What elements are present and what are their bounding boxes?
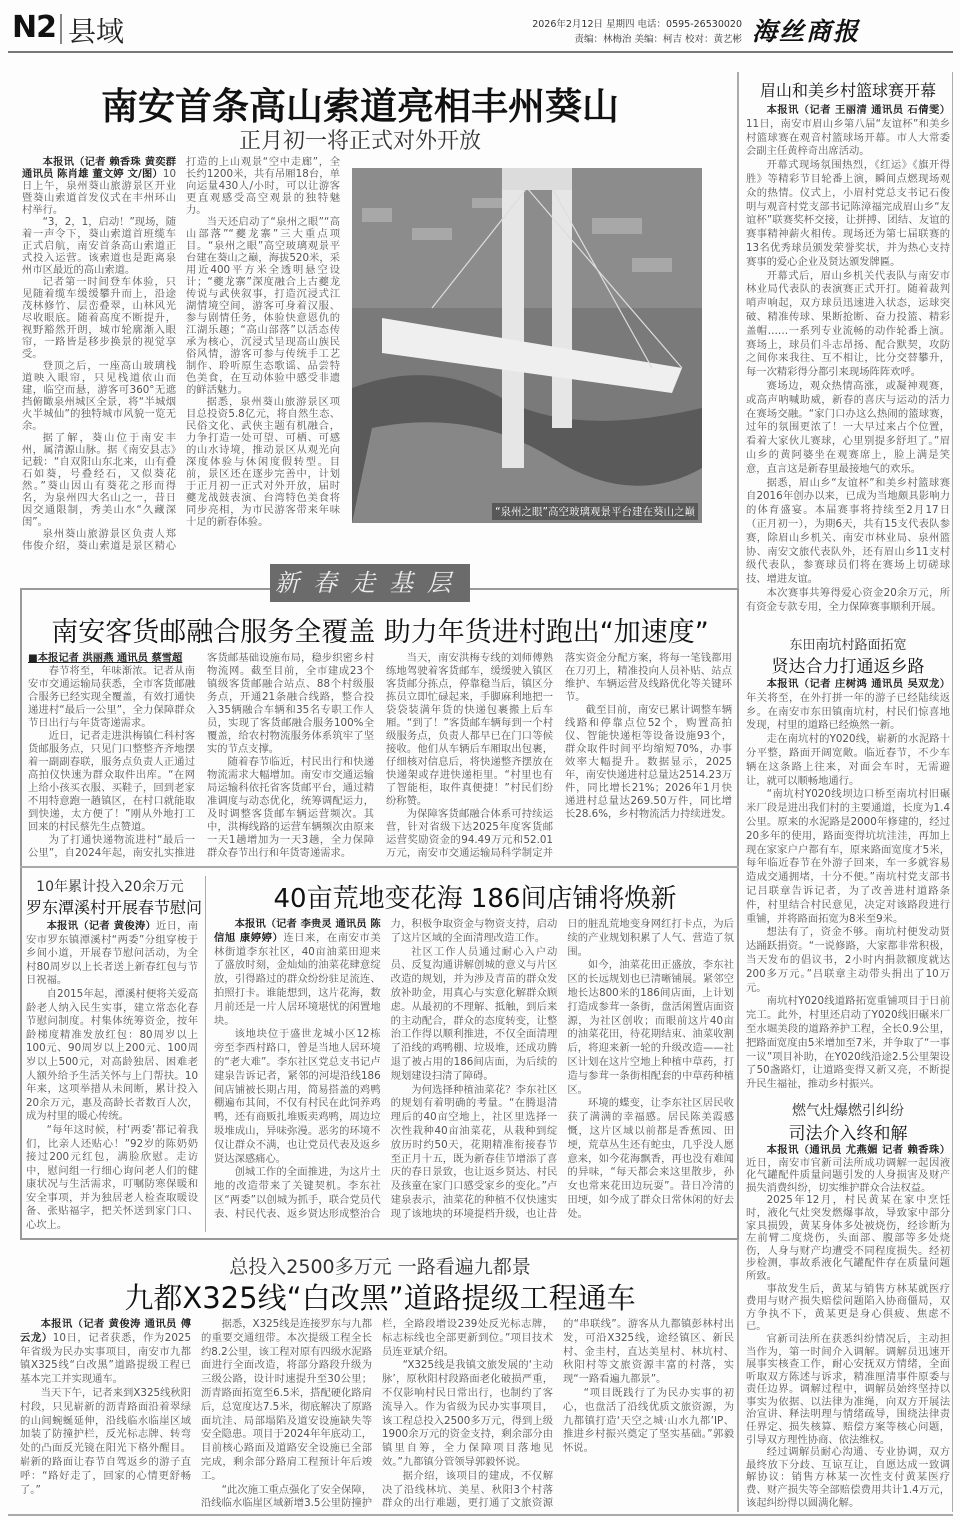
paragraph: 开幕式现场氛围热烈，《红运》《旗开得胜》等精彩节目轮番上演，瞬间点燃现场观众的热情。仪式上，小眉村党总支书记石俊明与观音村党支部书记陈漳福完成眉山乡“友谊杯”联赛奖杯交接，让拼搏、团结、友谊的赛事精神薪火相传。现场还为第七届联赛的13名优秀球员颁发荣誉奖状，并为热心支持赛事的爱心企业及贤达颁发牌匾。 (746, 159, 950, 268)
lead-photo (352, 168, 702, 523)
paragraph: 为何选择种植油菜花？李东社区的规划有着明确的考量。“在腾退清理后的40亩空地上，社区里选择一次性栽种40亩油菜花，从栽种到绽放历时约50天，花期精准衔接春节至正月十五，既为新春佳节增添了喜庆的春日景致，也让返乡贤达、村民及孩童在家门口感受家乡的变化。”卢建泉表示，油菜花的种植不仅快速实现了该地块的环境提档升级，也让昔日的脏乱荒地变身网红打卡点，为后续的产业规划积累了人气、营造了氛围。 (390, 918, 734, 1220)
paragraph: “此次施工重点强化了安全保障，沿线临水临崖区域新增3.5公里防撞护栏，全路段增设239处反光标志牌，标志标线也全部更新到位。”项目技术员连亚斌介绍。 (201, 1318, 553, 1510)
paragraph: 2025年12月，村民黄某在家中烹饪时，液化气灶突发燃爆事故，导致家中部分家具损毁，黄某身体多处被烧伤，经诊断为左前臂二度烧伤，头面部、腹部等多处烧伤，人身与财产均遭受不同程度损失。经初步检测，事故系液化气罐配件存在质量问题所致。 (746, 1194, 950, 1282)
header-divider (60, 14, 62, 44)
paragraph: 据悉，X325线是连接罗东与九都的重要交通纽带。本次提级工程全长约8.2公里，该工程对原有四级水泥路面进行全面改造，将部分路段升级为三级公路，设计时速提升至30公里；沥青路面拓宽至6.5米，搭配硬化路肩后，总宽度达7.5米，彻底解决了原路面坑洼、局部塌陷及道安设施缺失等安全隐患。项目于2024年年底动工，目前核心路面及道路安全设施已全部完成，剩余部分路肩工程预计年后竣工。 (201, 1318, 372, 1482)
basketball-byline: 本报讯（记者 王丽清 通讯员 石倩雯） (766, 104, 950, 116)
flowers-article-body (214, 918, 734, 1234)
flowers-headline: 40亩荒地变花海 186间店铺将焕新 (273, 884, 677, 914)
paragraph: 当天还启动了“泉州之眼”“高山部落”“夔龙寨”三大重点项目。“泉州之眼”高空玻璃观景平台建在葵山之巅，海拔520米，采用近400平方米全透明悬空设计；“夔龙寨”深度融合上古夔龙传说与武侠叙事，打造沉浸式江湖情境空间，游客可身着汉服、参与剧情任务，体验快意恩仇的江湖乐趣；“高山部落”以活态传承为核心，沉浸式呈现高山族民俗风情，游客可参与传统手工艺制作、聆听原生态歌谣、品尝特色美食，在互动体验中感受非遗的鲜活魅力。 (186, 216, 340, 396)
logistics-article-body (28, 652, 732, 862)
mediation-kicker: 燃气灶爆燃引纠纷 (792, 1103, 904, 1119)
paragraph: 10日，记者获悉，作为2025年省级为民办实事项目，南安市九都镇X325线“白改黑”道路提级工程已基本完工并实现通车。 (20, 1331, 191, 1386)
paragraph: 开幕式后，眉山乡机关代表队与南安市林业局代表队的表演赛正式开打。随着裁判哨声响起，双方球员迅速进入状态，运球突破、精准传球、果断抢断、奋力投篮、精彩盖帽……一系列专业流畅的动作轮番上演。赛场上，球员们斗志昂扬、配合默契，攻防之间你来我往、互不相让，比分交替攀升，每一次精彩得分都引来现场阵阵欢呼。 (746, 269, 950, 379)
paragraph: 赛场边，观众热情高涨，或凝神观赛，或高声呐喊助威，新春的喜庆与运动的活力在赛场交融。“家门口办这么热闹的篮球赛，过年的氛围更浓了！一大早过来占个位置，看着大家伙儿赛球，心里别提多舒坦了。”眉山乡的黄阿婆坐在观赛席上，脸上满是笑意，直言这是新春里最接地气的欢乐。 (746, 379, 950, 475)
basketball-headline: 眉山和美乡村篮球赛开幕 (759, 81, 936, 100)
paragraph: 环境的蝶变，让李东社区居民收获了满满的幸福感。居民陈美霞感慨，这片区域以前都是香蕉园、田埂，荒草丛生还有蛇虫，几乎没人愿意来，如今花海飘香，再也没有难闻的异味，“每天都会来这里散步，孙女也常来花田边玩耍”。昔日冷清的田埂，如今成了群众日常休闲的好去处。 (567, 1097, 734, 1220)
lead-byline: 本报讯（记者 赖香珠 黄奕群 通讯员 陈肖雄 董文婷 文/图） (22, 156, 176, 180)
elders-kicker: 10年累计投入20余万元 (36, 879, 184, 895)
lead-subheadline: 正月初一将正式对外开放 (238, 129, 481, 154)
paragraph: 创城工作的全面推进，为这片土地的改造带来了关键契机。李东社区“两委”以创城为抓手，联合党员代表、村民代表、返乡贤达形成整治合力，积极争取资金与物资支持，启动了这片区域的全面清理改造工作。 (214, 918, 558, 1220)
editors-credit: 责编：林梅治 美编：柯吉 校对：黄艺彬 (574, 34, 742, 45)
paragraph: 据悉，眉山乡“友谊杯”和美乡村篮球赛自2016年创办以来，已成为当地颇具影响力的体育盛宴。本届赛事将持续至2月17日（正月初一），为期6天，共有15支代表队参赛，除眉山乡机关、南安市林业局、泉州篮协、南安文旅代表队外，还有眉山乡11支村级代表队，参赛球员们将在赛场上切磋球技、增进友谊。 (746, 476, 950, 586)
paragraph: 近日，记者走进洪梅镇仁科村客货邮服务点，只见门口整整齐齐地摆着一副副春联，服务点负责人正通过高拍仪快速为群众取件出库。“在网上给小孩买衣服、买鞋子，回到老家不用特意跑一趟镇区，在村口就能取到快递，太方便了！”刚从外地打工回来的村民蔡先生点赞道。 (28, 730, 195, 833)
paragraph: 事故发生后，黄某与销售方林某就医疗费用与财产损失赔偿问题陷入协商僵局，双方争执不下，黄某更是身心俱疲、焦虑不已。 (746, 1282, 950, 1333)
paragraph: 据介绍，该项目的建成，不仅解决了沿线林坑、美星、秋阳3个村落群众的出行难题，更打通了文旅资源的“串联线”。游客从九都镇彭林村出发，可沿X325线，途经镇区、新民村、金圭村，直达美星村、林坑村、秋阳村等文旅资源丰富的村落，实现“一路看遍九都景”。 (382, 1318, 734, 1510)
paragraph: 登顶之后，一座高山玻璃栈道映入眼帘，只见栈道依山而建，临空而悬，游客可360°无遮挡俯瞰泉州城区全景，将“半城烟火半城仙”的独特城市风貌一览无余。 (22, 360, 176, 432)
mediation-byline: 本报讯（通讯员 尤燕媚 记者 赖香珠） (766, 1144, 950, 1156)
section-banner: 新春走基层 (270, 564, 470, 602)
paragraph: 11日，南安市眉山乡第八届“友谊杯”和美乡村篮球赛在观音村篮球场开幕。市人大常委会副主任黄梓奇出席活动。 (746, 117, 950, 158)
lead-headline: 南安首条高山索道亮相丰州葵山 (101, 84, 619, 128)
paragraph: 连日来，在南安市美林街道李东社区，40亩油菜田迎来了盛放时刻，金灿灿的油菜花肆意绽放，引得路过的群众纷纷驻足流连、拍照打卡。谁能想到，这片花海，数月前还是一片人居环境堪忧的闲置地块。 (214, 931, 381, 1027)
paragraph: 近日，南安市官新司法所成功调解一起因液化气罐配件质量问题引发的人身损害及财产损失消费纠纷，切实维护群众合法权益。 (746, 1156, 950, 1194)
paragraph: “项目既践行了为民办实事的初心，也盘活了沿线优质文旅资源，为九都镇打造‘天空之城·山水九都’IP、推进乡村振兴奠定了坚实基础。”郭毅怀说。 (563, 1386, 734, 1455)
paragraph: 记者第一时间登车体验，只见随着缆车缓缓攀升而上，沿途茂林修竹、层峦叠翠，山林风光尽收眼底。随着高度不断提升，视野豁然开朗，城市轮廓渐入眼帘，一路皆是移步换景的视觉享受。 (22, 276, 176, 360)
road-kicker: 总投入2500多万元 一路看遍九都景 (229, 1256, 531, 1278)
village-road-headline: 贤达合力打通返乡路 (771, 657, 925, 677)
elders-headline: 罗东潭溪村开展春节慰问 (26, 898, 203, 917)
paragraph: 当天，南安洪梅专线的刘师傅熟练地驾驶着客货邮车，缓缓驶入镇区客货邮分拣点，停靠稳当后，镇区分拣员立即忙碌起来，手脚麻利地把一袋袋装满年货的快递包裹搬上后车厢。“到了！”客货邮车辆每到一个村级服务点，负责人都早已在门口等候接收。他们从车辆后车厢取出包裹，仔细核对信息后，将快递整齐摆放在快递架或存进快递柜里。“村里也有了智能柜，取件真便捷！”村民们纷纷称赞。 (386, 652, 553, 807)
paragraph: 随着春节临近，村民出行和快递物流需求大幅增加。南安市交通运输局运输科依托省客货邮平台，通过精准调度与动态优化，统筹调配运力，及时调整客货邮车辆运营频次。其中，洪梅线路的运营车辆频次由原来一天1趟增加为一天3趟，全力保障群众春节出行和年货寄递需求。 (207, 756, 374, 859)
paragraph: 据悉，泉州葵山旅游景区项目总投资5.8亿元，将自然生态、民俗文化、武侠主题有机融合，力争打造一处可望、可栖、可感的山水诗境，推动景区从观光向深度体验与休闲度假转型。目前，景区还在逐步完善中，计划于正月初一正式对外开放，届时夔龙战鼓表演、台湾特色美食将同步亮相，为市民游客带来年味十足的新春体验。 (186, 396, 340, 528)
mediation-headline: 司法介入终和解 (788, 1124, 908, 1144)
paragraph: 当天下午，记者来到X325线秋阳村段，只见崭新的沥青路面沿着翠绿的山间蜿蜒延伸，沿线临水临崖区域加装了防撞护栏，反光标志牌、转弯处的凸面反光镜在阳光下格外醒目。崭新的路面让春节自驾返乡的游子直呼：“路好走了，回家的心情更舒畅了。” (20, 1386, 191, 1496)
paragraph: 官新司法所在获悉纠纷情况后，主动担当作为，第一时间介入调解。调解员迅速开展事实核查工作，耐心安抚双方情绪，全面听取双方陈述与诉求，精准厘清事件原委与责任边界。调解过程中，调解员始终坚持以事实为依据、以法律为准绳，向双方开展法治宣讲、释法明理与情绪疏导，围绕法律责任界定、损失核算、赔偿方案等核心问题，引导双方理性协商、依法维权。 (746, 1332, 950, 1446)
issue-date-phone: 2026年2月12日 星期四 电话：0595-26530020 (532, 19, 742, 30)
right-edge-rule (952, 72, 953, 1512)
paragraph: 据了解，葵山位于南安丰州，属清源山脉。据《南安县志》记载：“自双阳山东北来，山有叠石如葵，号叠经石，又似葵花然。”葵山因山有葵花之形而得名，为泉州四大名山之一，昔日因交通限制，秀美山水“久藏深闺”。 (22, 432, 176, 528)
paragraph: “每年这时候，村‘两委’都记着我们，比亲人还贴心！”92岁的陈奶奶接过200元红包，满脸欣慰。走访中，慰问组一行细心询问老人们的健康状况与生活需求，叮嘱防寒保暖和安全事项，并为独居老人检查取暖设备、张贴福字，把关怀送到家门口、心坎上。 (26, 1123, 198, 1232)
flowers-byline: 本报讯（记者 李贵灵 通讯员 陈信旭 康婷婷） (214, 918, 381, 944)
page-number: N2 (12, 10, 56, 45)
paragraph: 如今，油菜花田正盛放，李东社区的长远规划也已清晰铺展。紧邻空地长达800米的186间店面，上计划打造成参茸一条街，盘活闲置店面资源，为社区创收；而眼前这片40亩的油菜花田，待花期结束、油菜收割后，将迎来新一轮的升级改造——社区计划在这片空地上种植中草药，打造与参茸一条街相配套的中草药种植区。 (567, 959, 734, 1096)
paragraph: 走在南坑村的Y020线，崭新的水泥路十分平整，路面开阔宽敞。临近春节，不少车辆在这条路上往来，对面会车时，无需避让，就可以顺畅地通行。 (746, 733, 950, 787)
paragraph: 为了打通快递物流进村“最后一公里”，自2024年起，南安扎实推进客货邮基础设施布局，稳步织密乡村物流网。截至目前，全市建成23个镇级客货邮融合站点、88个村级服务点，开通21条融合线路，整合投入35辆融合车辆和35名专职工作人员，实现了客货邮融合服务100%全覆盖，给农村物流服务体系筑牢了坚实的节点支撑。 (28, 652, 374, 859)
box-divider (20, 866, 739, 868)
basketball-article-body (746, 104, 950, 628)
paragraph: 年关将至，在外打拼一年的游子已经陆续返乡。在南安市东田镇南坑村，村民们惊喜地发现，村里的道路已经焕然一新。 (746, 691, 950, 732)
paragraph: 近日，南安市罗东镇潭溪村“两委”分组穿梭于乡间小道，开展春节慰问活动，为全村80周岁以上长者送上新春红包与节日祝福。 (26, 920, 199, 987)
paragraph: 想法有了，资金不够。南坑村便发动贤达踊跃捐资。“一说修路，大家都非常积极，当天发布的倡议书，2小时内捐款额度就达200多万元。”吕联章主动带头捐出了10万元。 (746, 926, 950, 994)
paragraph: “X325线是我镇文旅发展的‘主动脉’，原秋阳村段路面老化破损严重，不仅影响村民日常出行，也制约了客流导入。作为省级为民办实事项目，该工程总投入2500多万元，得到上级1900余万元的资金支持，剩余部分由镇里自筹，全力保障项目落地见效。”九都镇分管领导郭毅怀说。 (382, 1359, 553, 1468)
paragraph: 社区工作人员通过耐心入户动员、反复沟通讲解创城的意义与片区改造的规划，并为涉及青苗的群众发放补助金，用真心与实意化解群众顾虑。从最初的不理解、抵触，到后来的主动配合，群众的态度转变，让整治工作得以顺利推进，不仅全面清理了沿线的鸡鸭棚、垃圾堆，还成功腾退了被占用的186间店面，为后续的规划建设扫清了障碍。 (390, 945, 558, 1082)
glass-platform-photo (352, 168, 702, 523)
elders-byline: 本报讯（记者 黄俊涛） (46, 920, 157, 932)
paragraph: 自2015年起，潭溪村便将关爱高龄老人纳入民生实事，建立常态化春节慰问制度。村集体统筹资金，按年龄梯度精准发放红包：80周岁以上100元、90周岁以上200元、100周岁以上500元，对高龄独居、困难老人额外给予生活关怀与上门帮扶。10年来，这项举措从未间断，累计投入20余万元，惠及高龄长者数百人次，成为村里的暖心传统。 (26, 987, 198, 1123)
paragraph: “3，2，1，启动！”现场，随着一声令下，葵山索道首班缆车正式启航，南安首条高山索道正式投入运营。该索道也是距离泉州市区最近的高山索道。 (22, 216, 176, 276)
logistics-byline: ■本报记者 洪丽燕 通讯员 蔡雪超 (28, 652, 183, 664)
paragraph: 春节将至，年味渐浓。记者从南安市交通运输局获悉，全市客货邮融合服务已经实现全覆盖，有效打通快递进村“最后一公里”，全力保障群众节日出行与年货寄递需求。 (28, 665, 195, 729)
paragraph: “南坑村Y020线坝边口桥至南坑村旧碾米厂段是进出我们村的主要通道，长度为1.4公里。原来的水泥路是2000年修建的，经过20多年的使用，路面变得坑坑洼洼，再加上现在家家户户都有车，原来路面宽度才5米，每年临近春节在外游子回来，车一多就容易造成交通拥堵，十分不便。”南坑村党支部书记吕联章告诉记者，为了改善进村道路条件，村里结合村民意见，决定对该路段进行重铺，并将路面拓宽为8米至9米。 (746, 788, 950, 925)
paragraph: 为保障客货邮融合体系可持续运营，针对省级下达2025年度客货邮运营奖励资金的94.49万元和52.01万元，南安市交通运输局科学制定并落实资金分配方案，将每一笔钱都用在刀刃上，精准投向人员补贴、站点维护、车辆运营及线路优化等关键环节。 (386, 652, 732, 859)
lead-article-body (22, 156, 340, 556)
elders-article-body (26, 920, 198, 1234)
column-divider (205, 876, 206, 1232)
bottom-rule (8, 1514, 953, 1516)
photo-caption: “泉州之眼”高空玻璃观景平台建在葵山之巅 (492, 503, 698, 520)
section-title: 县域 (68, 15, 125, 48)
paragraph: 截至目前，南安已累计调整车辆线路和停靠点位52个，购置高拍仪、智能快递柜等设备设施93个，群众取件时间平均缩短70%，办事效率大幅提升。数据显示，2025年，南安快递进村总量达2514.23万件，同比增长21%；2026年1月快递进村总量达269.50万件，同比增长28.6%，乡村物流活力持续迸发。 (565, 704, 732, 820)
paragraph: 10日上午，泉州葵山旅游景区开业暨葵山索道首发仪式在丰州环山村举行。 (22, 168, 176, 216)
village-road-article-body (746, 678, 950, 1096)
village-road-byline: 本报讯（记者 庄树鸿 通讯员 吴双龙） (766, 678, 950, 690)
header-rule (8, 51, 953, 53)
paragraph: 该地块位于盛世龙城小区12栋旁至李西村路口，曾是当地人居环境的“老大难”。李东社区党总支书记卢建泉告诉记者，紧邻的河堤沿线186间店铺被长期占用，简易搭盖的鸡鸭棚遍布其间，不仅有村民在此饲养鸡鸭，还有商贩扎堆贩卖鸡鸭，周边垃圾堆成山，异味弥漫。恶劣的环境不仅让群众不满，也让党员代表及返乡贤达深感痛心。 (214, 1028, 381, 1165)
newspaper-logo: 海丝商报 (752, 17, 861, 46)
logistics-headline: 南安客货邮融合服务全覆盖 助力年货进村跑出“加速度” (51, 617, 709, 648)
mediation-article-body (746, 1144, 950, 1512)
village-road-kicker: 东田南坑村路面拓宽 (789, 638, 907, 653)
paragraph: 经过调解员耐心沟通、专业协调，双方最终放下分歧、互谅互让，自愿达成一致调解协议：销售方林某一次性支付黄某医疗费、财产损失等全部赔偿费用共计1.4万元，该起纠纷得以圆满化解。 (746, 1446, 950, 1509)
road-headline: 九都X325线“白改黑”道路提级工程通车 (124, 1281, 636, 1315)
paragraph: 南坑村Y020线道路拓宽重铺项目于日前完工。此外，村里还启动了Y020线旧碾米厂至水堀美段的道路养护工程，全长0.9公里，把路面宽度由5米增加至7米，并争取了“一事一议”项目补助，在Y020线沿途2.5公里架设了50盏路灯，让道路变得又新又亮，不断提升民生福祉，推动乡村振兴。 (746, 995, 950, 1091)
road-article-body (20, 1318, 734, 1512)
road-byline: 本报讯（记者 黄俊涛 通讯员 傅云龙） (20, 1318, 191, 1344)
paragraph: 泉州葵山旅游景区负责人郑伟俊介绍，葵山索道是景区精心打造的上山观景“空中走廊”，全长约1200米，共有吊厢18台，单向运量430人/小时，可以让游客更直观感受高空观景的独特魅力。 (22, 156, 340, 552)
paragraph: 本次赛事共筹得爱心资金20余万元，所有资金专款专用，全力保障赛事顺利开展。 (746, 586, 950, 613)
